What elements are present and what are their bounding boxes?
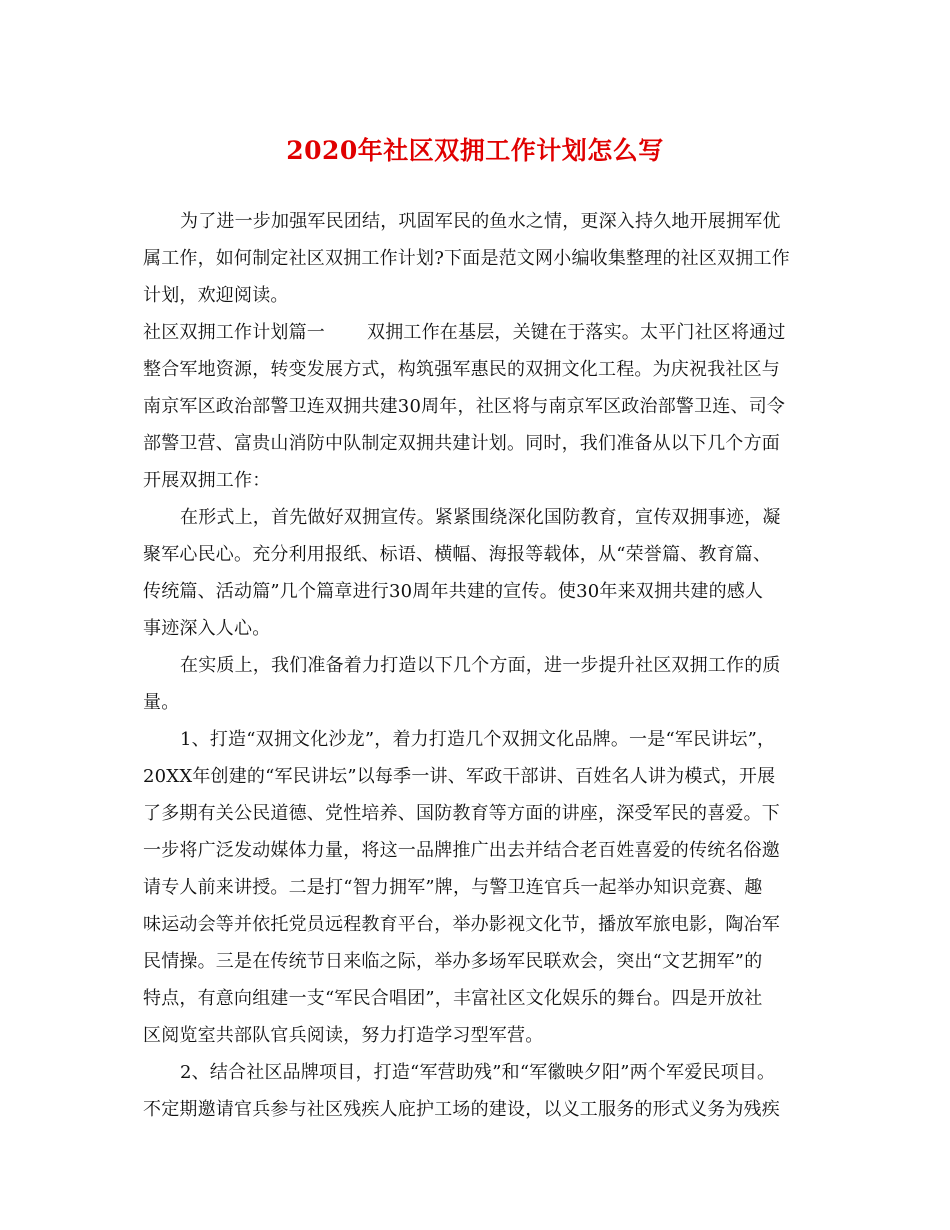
paragraph-line: 南京军区政治部警卫连双拥共建30周年，社区将与南京军区政治部警卫连、司令 <box>143 396 786 417</box>
section-heading-line <box>143 320 823 346</box>
paragraph-line: 计划，欢迎阅读。 <box>143 285 289 306</box>
paragraph-line: 1、打造“双拥文化沙龙”，着力打造几个双拥文化品牌。一是“军民讲坛”， <box>180 729 776 750</box>
paragraph-line: 20XX年创建的“军民讲坛”以每季一讲、军政干部讲、百姓名人讲为模式，开展 <box>143 766 776 787</box>
section-heading: 社区双拥工作计划篇一 <box>143 322 325 343</box>
paragraph-line: 整合军地资源，转变发展方式，构筑强军惠民的双拥文化工程。为庆祝我社区与 <box>143 359 780 380</box>
paragraph-line: 传统篇、活动篇”几个篇章进行30周年共建的宣传。使30年来双拥共建的感人 <box>143 581 764 602</box>
paragraph-line: 味运动会等并依托党员远程教育平台，举办影视文化节，播放军旅电影，陶冶军 <box>143 914 780 935</box>
paragraph-line: 属工作，如何制定社区双拥工作计划?下面是范文网小编收集整理的社区双拥工作 <box>143 248 790 269</box>
paragraph-line: 2、结合社区品牌项目，打造“军营助残”和“军徽映夕阳”两个军爱民项目。 <box>180 1062 776 1083</box>
paragraph-line: 特点，有意向组建一支“军民合唱团”，丰富社区文化娱乐的舞台。四是开放社 <box>143 988 763 1009</box>
paragraph-text: 双拥工作在基层，关键在于落实。太平门社区将通过 <box>367 322 786 343</box>
paragraph-line: 民情操。三是在传统节日来临之际，举办多场军民联欢会，突出“文艺拥军”的 <box>143 951 763 972</box>
paragraph-line: 请专人前来讲授。二是打“智力拥军”牌，与警卫连官兵一起举办知识竞赛、趣 <box>143 877 763 898</box>
paragraph-line: 聚军心民心。充分利用报纸、标语、横幅、海报等载体，从“荣誉篇、教育篇、 <box>143 544 772 565</box>
paragraph-line: 在实质上，我们准备着力打造以下几个方面，进一步提升社区双拥工作的质 <box>180 655 781 676</box>
paragraph-line: 一步将广泛发动媒体力量，将这一品牌推广出去并结合老百姓喜爱的传统名俗邀 <box>143 840 780 861</box>
document-title: 2020年社区双拥工作计划怎么写 <box>286 136 664 165</box>
paragraph-line: 区阅览室共部队官兵阅读，努力打造学习型军营。 <box>143 1025 544 1046</box>
paragraph-line: 开展双拥工作： <box>143 470 271 491</box>
paragraph-line: 部警卫营、富贵山消防中队制定双拥共建计划。同时，我们准备从以下几个方面 <box>143 433 780 454</box>
paragraph-line: 了多期有关公民道德、党性培养、国防教育等方面的讲座，深受军民的喜爱。下 <box>143 803 780 824</box>
paragraph-line: 事迹深入人心。 <box>143 618 271 639</box>
paragraph-line: 量。 <box>143 692 180 713</box>
paragraph-line: 在形式上，首先做好双拥宣传。紧紧围绕深化国防教育，宣传双拥事迹，凝 <box>180 507 781 528</box>
paragraph-line: 为了进一步加强军民团结，巩固军民的鱼水之情，更深入持久地开展拥军优 <box>180 211 781 232</box>
paragraph-line: 不定期邀请官兵参与社区残疾人庇护工场的建设，以义工服务的形式义务为残疾 <box>143 1099 780 1120</box>
